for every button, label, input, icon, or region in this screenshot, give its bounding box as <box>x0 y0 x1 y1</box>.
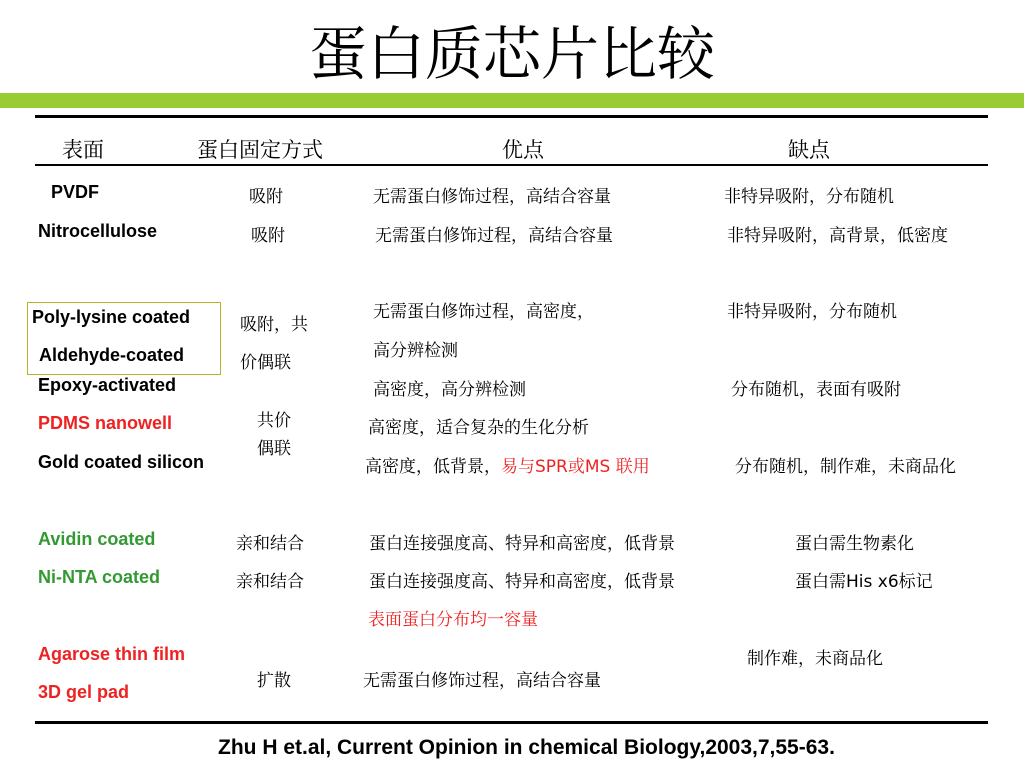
pros-nitnta: 蛋白连接强度高、特异和高密度，低背景 <box>369 572 675 592</box>
method-nitrocellulose: 吸附 <box>251 226 285 246</box>
method-nitnta: 亲和结合 <box>236 572 304 592</box>
table-top-rule <box>35 115 988 118</box>
method-polylysine-line2: 价偶联 <box>240 353 291 373</box>
pros-pdms: 高密度，适合复杂的生化分析 <box>368 418 589 438</box>
surface-nitnta: Ni-NTA coated <box>38 567 161 587</box>
surface-gold: Gold coated silicon <box>38 452 205 472</box>
pros-nitnta-extra: 表面蛋白分布均一容量 <box>368 610 538 630</box>
surface-polylysine: Poly-lysine coated <box>32 307 191 327</box>
title-underline-bar <box>0 93 1024 108</box>
table-header-rule <box>35 164 988 166</box>
cons-pvdf: 非特异吸附，分布随机 <box>724 187 894 207</box>
pros-gold-highlight: 易与SPR或MS 联用 <box>501 457 650 477</box>
pros-polylysine-line1: 无需蛋白修饰过程，高密度， <box>373 302 594 322</box>
cons-agarose: 制作难，未商品化 <box>747 649 883 669</box>
surface-pdms: PDMS nanowell <box>38 413 173 433</box>
method-pdms-line2: 偶联 <box>257 439 291 459</box>
cons-polylysine: 非特异吸附，分布随机 <box>727 302 897 322</box>
surface-3d-gel: 3D gel pad <box>38 682 130 702</box>
pros-agarose: 无需蛋白修饰过程，高结合容量 <box>363 671 601 691</box>
pros-avidin: 蛋白连接强度高、特异和高密度，低背景 <box>369 534 675 554</box>
method-polylysine-line1: 吸附，共 <box>240 315 308 335</box>
surface-agarose: Agarose thin film <box>38 644 186 664</box>
method-pvdf: 吸附 <box>249 187 283 207</box>
cons-nitnta: 蛋白需His x6标记 <box>795 572 933 592</box>
surface-pvdf: PVDF <box>51 182 100 202</box>
pros-polylysine-line2: 高分辨检测 <box>373 341 458 361</box>
header-surface: 表面 <box>62 138 104 162</box>
pros-gold <box>365 452 650 477</box>
pros-nitrocellulose: 无需蛋白修饰过程，高结合容量 <box>375 226 613 246</box>
surface-avidin: Avidin coated <box>38 529 156 549</box>
header-cons: 缺点 <box>788 138 830 162</box>
header-method: 蛋白固定方式 <box>197 138 323 162</box>
table-bottom-rule <box>35 721 988 724</box>
cons-epoxy: 分布随机，表面有吸附 <box>731 380 901 400</box>
pros-pvdf: 无需蛋白修饰过程，高结合容量 <box>373 187 611 207</box>
method-avidin: 亲和结合 <box>236 534 304 554</box>
header-pros: 优点 <box>502 138 544 162</box>
surface-aldehyde: Aldehyde-coated <box>39 345 185 365</box>
method-agarose: 扩散 <box>257 671 291 691</box>
pros-epoxy: 高密度，高分辨检测 <box>373 380 526 400</box>
cons-gold: 分布随机，制作难，未商品化 <box>735 457 956 477</box>
page-title: 蛋白质芯片比较 <box>308 20 715 88</box>
surface-nitrocellulose: Nitrocellulose <box>38 221 158 241</box>
cons-avidin: 蛋白需生物素化 <box>795 534 914 554</box>
surface-epoxy: Epoxy-activated <box>38 375 177 395</box>
cons-nitrocellulose: 非特异吸附，高背景，低密度 <box>727 226 948 246</box>
method-pdms-line1: 共价 <box>257 411 291 431</box>
citation: Zhu H et.al, Current Opinion in chemical Biology,2003,7,55-63. <box>218 736 835 759</box>
pros-gold-text: 高密度，低背景， <box>365 457 501 477</box>
